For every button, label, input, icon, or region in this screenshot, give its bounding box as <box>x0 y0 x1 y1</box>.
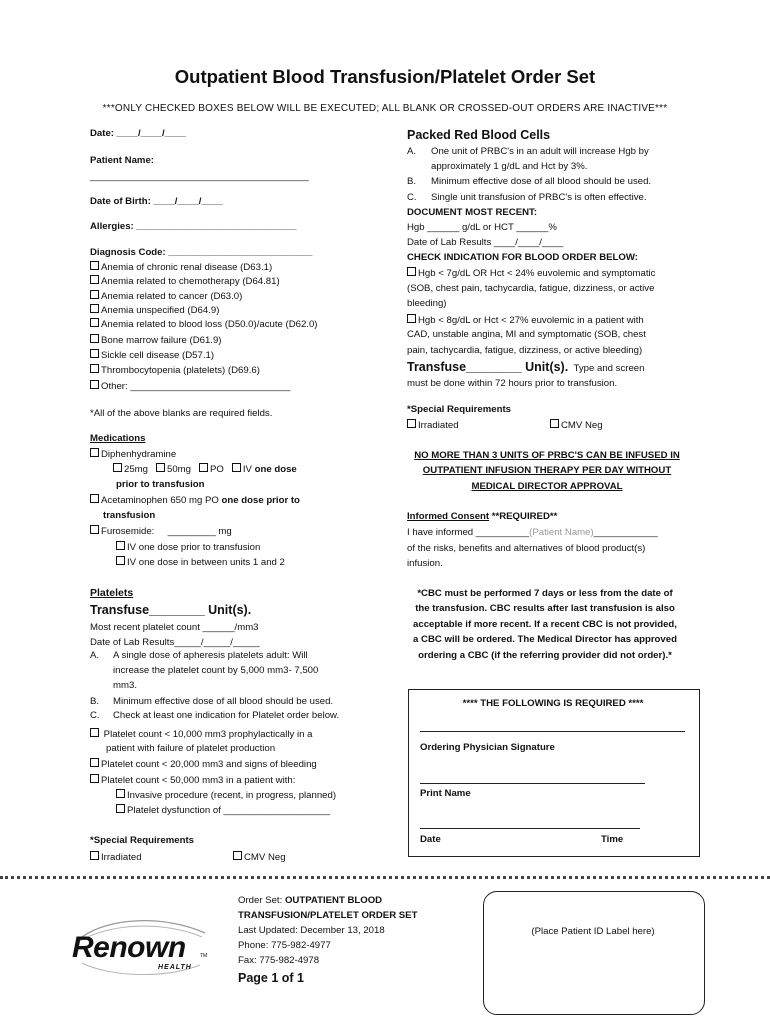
checkbox[interactable] <box>90 380 99 389</box>
prbc-heading: Packed Red Blood Cells <box>407 128 551 142</box>
diag-item[interactable]: Anemia unspecified (D64.9) <box>90 304 219 316</box>
prbc-b-letter: B. <box>407 176 417 187</box>
diag-item[interactable]: Anemia related to blood loss (D50.0)/acute (D62.0) <box>90 318 318 330</box>
order-set-name: TRANSFUSION/PLATELET ORDER SET <box>238 910 418 921</box>
furosemide-iv-between[interactable]: IV one dose in between units 1 and 2 <box>116 556 285 568</box>
checkbox[interactable] <box>113 463 122 472</box>
furosemide-iv-prior[interactable]: IV one dose prior to transfusion <box>116 541 260 553</box>
platelet-indication-2[interactable]: Platelet count < 20,000 mm3 and signs of bleeding <box>90 758 317 770</box>
date-label: Date <box>420 834 441 845</box>
platelet-note-a-2: increase the platelet count by 5,000 mm3- 7,500 <box>113 665 319 676</box>
prbc-warning-2: OUTPATIENT INFUSION THERAPY PER DAY WITHOUT <box>422 465 672 476</box>
platelet-lab-date[interactable]: Date of Lab Results_____/_____/_____ <box>90 637 260 648</box>
checkbox[interactable] <box>550 419 559 428</box>
platelet-transfuse-units[interactable]: Transfuse________ Unit(s). <box>90 603 252 617</box>
cbc-note-3: acceptable if more recent. If a recent CBC is not provided, <box>413 619 677 630</box>
diag-item[interactable]: Thrombocytopenia (platelets) (D69.6) <box>90 364 260 376</box>
platelet-note-a-letter: A. <box>90 650 100 661</box>
checkbox[interactable] <box>90 851 99 860</box>
print-name-line[interactable] <box>420 783 645 784</box>
diag-item[interactable]: Bone marrow failure (D61.9) <box>90 334 222 346</box>
platelet-indication-3b[interactable]: Platelet dysfunction of ____________________ <box>116 804 330 816</box>
acetaminophen-prior: transfusion <box>103 510 156 521</box>
prbc-indication-1b: (SOB, chest pain, tachycardia, fatigue, dizziness, or active <box>407 283 655 294</box>
logo-tm: TM <box>200 953 208 959</box>
checkbox[interactable] <box>407 267 416 276</box>
page-title: Outpatient Blood Transfusion/Platelet Order Set <box>174 66 596 87</box>
furosemide-option[interactable]: Furosemide: _________ mg <box>90 525 232 537</box>
checkbox[interactable] <box>90 774 99 783</box>
check-indication-heading: CHECK INDICATION FOR BLOOD ORDER BELOW: <box>407 252 638 263</box>
checkbox[interactable] <box>90 290 99 299</box>
platelet-indication-1[interactable]: Platelet count < 10,000 mm3 prophylactically in a <box>90 728 312 740</box>
signature-box <box>408 689 700 857</box>
prbc-a-2: approximately 1 g/dL and Hct by 3%. <box>431 161 588 172</box>
platelet-note-c: Check at least one indication for Platelet order below. <box>113 710 340 721</box>
checkbox[interactable] <box>407 419 416 428</box>
platelet-irradiated[interactable]: Irradiated <box>90 851 142 863</box>
diag-item[interactable]: Anemia related to chemotherapy (D64.81) <box>90 275 280 287</box>
prbc-indication-2c: pain, tachycardia, fatigue, dizziness, or active bleeding) <box>407 345 643 356</box>
informed-consent-line[interactable]: I have informed __________(Patient Name)____________ <box>407 527 658 538</box>
checkbox[interactable] <box>90 334 99 343</box>
date-field[interactable]: Date: ____/____/____ <box>90 128 187 139</box>
allergies-field[interactable]: Allergies: ______________________________ <box>90 221 297 232</box>
order-set: Order Set: OUTPATIENT BLOOD <box>238 895 383 906</box>
prbc-transfuse-row[interactable]: Transfuse________ Unit(s). Type and screen <box>407 360 645 374</box>
prbc-special-req: *Special Requirements <box>407 404 511 415</box>
prbc-indication-1[interactable]: Hgb < 7g/dL OR Hct < 24% euvolemic and symptomatic <box>407 267 655 279</box>
checkbox[interactable] <box>199 463 208 472</box>
informed-consent-2: of the risks, benefits and alternatives of blood product(s) <box>407 543 646 554</box>
prbc-within: must be done within 72 hours prior to transfusion. <box>407 378 618 389</box>
checkbox[interactable] <box>116 541 125 550</box>
checkbox[interactable] <box>90 261 99 270</box>
checkbox[interactable] <box>116 789 125 798</box>
platelet-special-req: *Special Requirements <box>90 835 194 846</box>
patient-name-label: Patient Name: <box>90 155 154 166</box>
date-time-line[interactable] <box>420 828 640 829</box>
patient-id-label-text: (Place Patient ID Label here) <box>531 926 655 937</box>
patient-name-line[interactable]: _________________________________________ <box>90 171 309 182</box>
checkbox[interactable] <box>90 448 99 457</box>
prbc-warning-3: MEDICAL DIRECTOR APPROVAL <box>471 481 623 492</box>
prbc-indication-1c: bleeding) <box>407 298 447 309</box>
checkbox[interactable] <box>116 804 125 813</box>
medications-heading: Medications <box>90 433 146 444</box>
checkbox[interactable] <box>407 314 416 323</box>
prbc-indication-2[interactable]: Hgb < 8g/dL or Hct < 27% euvolemic in a patient with <box>407 314 644 326</box>
prbc-warning-1: NO MORE THAN 3 UNITS OF PRBC'S CAN BE INFUSED IN <box>414 450 680 461</box>
diphen-dose-options: 25mg 50mg PO IV one dose <box>113 463 297 475</box>
checkbox[interactable] <box>90 494 99 503</box>
platelet-indication-3[interactable]: Platelet count < 50,000 mm3 in a patient with: <box>90 774 295 786</box>
logo-health: HEALTH <box>158 964 192 971</box>
required-heading: **** THE FOLLOWING IS REQUIRED **** <box>462 698 644 709</box>
fax: Fax: 775-982-4978 <box>238 955 320 966</box>
signature-line[interactable] <box>420 731 685 732</box>
platelet-note-a-3: mm3. <box>113 680 137 691</box>
page-subtitle: ***ONLY CHECKED BOXES BELOW WILL BE EXECUTED; ALL BLANK OR CROSSED-OUT ORDERS ARE INACTIVE*** <box>102 103 668 114</box>
checkbox[interactable] <box>233 851 242 860</box>
platelet-note-c-letter: C. <box>90 710 100 721</box>
platelet-note-b-letter: B. <box>90 696 100 707</box>
diphenhydramine-option[interactable]: Diphenhydramine <box>90 448 176 460</box>
signature-label: Ordering Physician Signature <box>420 742 555 753</box>
prbc-lab-date[interactable]: Date of Lab Results ____/____/____ <box>407 237 564 248</box>
prbc-a: One unit of PRBC's in an adult will increase Hgb by <box>431 146 649 157</box>
checkbox[interactable] <box>156 463 165 472</box>
informed-consent-heading: Informed Consent **REQUIRED** <box>407 511 558 522</box>
diag-item[interactable]: Anemia related to cancer (D63.0) <box>90 290 242 302</box>
prbc-irradiated[interactable]: Irradiated <box>407 419 459 431</box>
logo-wordmark: Renown <box>72 931 186 964</box>
cbc-note-1: *CBC must be performed 7 days or less from the date of <box>417 588 673 599</box>
dob-field[interactable]: Date of Birth: ____/____/____ <box>90 196 223 207</box>
platelet-indication-1b: patient with failure of platelet production <box>106 743 276 754</box>
cbc-note-4: a CBC will be ordered. The Medical Director has approved <box>413 634 677 645</box>
checkbox[interactable] <box>90 349 99 358</box>
diag-item[interactable]: Other: ______________________________ <box>90 380 290 392</box>
platelet-indication-3a[interactable]: Invasive procedure (recent, in progress, planned) <box>116 789 336 801</box>
required-note: *All of the above blanks are required fields. <box>90 408 273 419</box>
prbc-b: Minimum effective dose of all blood should be used. <box>431 176 652 187</box>
checkbox[interactable] <box>90 758 99 767</box>
checkbox[interactable] <box>90 364 99 373</box>
platelet-cmv-neg[interactable]: CMV Neg <box>233 851 286 863</box>
footer-divider <box>0 876 770 879</box>
patient-id-label-box[interactable] <box>483 891 705 1015</box>
prbc-cmv-neg[interactable]: CMV Neg <box>550 419 603 431</box>
prbc-a-letter: A. <box>407 146 417 157</box>
page-number: Page 1 of 1 <box>238 971 304 985</box>
cbc-note-2: the transfusion. CBC results after last transfusion is also <box>415 603 675 614</box>
checkbox[interactable] <box>90 275 99 284</box>
diphen-prior: prior to transfusion <box>116 479 205 490</box>
phone: Phone: 775-982-4977 <box>238 940 331 951</box>
diagnosis-field[interactable]: Diagnosis Code: ___________________________ <box>90 247 313 258</box>
checkbox[interactable] <box>90 525 99 534</box>
platelet-note-b: Minimum effective dose of all blood should be used. <box>113 696 334 707</box>
hgb-hct-field[interactable]: Hgb ______ g/dL or HCT ______% <box>407 222 557 233</box>
cbc-note-5: ordering a CBC (if the referring provider did not order).* <box>418 650 672 661</box>
print-name-label: Print Name <box>420 788 471 799</box>
checkbox[interactable] <box>232 463 241 472</box>
diag-item[interactable]: Anemia of chronic renal disease (D63.1) <box>90 261 272 273</box>
checkbox[interactable] <box>90 318 99 327</box>
prbc-c-letter: C. <box>407 192 417 203</box>
time-label: Time <box>601 834 624 845</box>
recent-platelet-count[interactable]: Most recent platelet count ______/mm3 <box>90 622 259 633</box>
document-recent: DOCUMENT MOST RECENT: <box>407 207 538 218</box>
prbc-indication-2b: CAD, unstable angina, MI and symptomatic (SOB, chest <box>407 329 646 340</box>
informed-consent-3: infusion. <box>407 558 443 569</box>
checkbox[interactable] <box>90 304 99 313</box>
checkbox[interactable] <box>116 556 125 565</box>
renown-logo <box>70 915 220 985</box>
platelet-note-a: A single dose of apheresis platelets adult: Will <box>113 650 308 661</box>
acetaminophen-option[interactable]: Acetaminophen 650 mg PO one dose prior to <box>90 494 300 506</box>
prbc-c: Single unit transfusion of PRBC's is often effective. <box>431 192 647 203</box>
last-updated: Last Updated: December 13, 2018 <box>238 925 385 936</box>
checkbox[interactable] <box>90 728 99 737</box>
diag-item[interactable]: Sickle cell disease (D57.1) <box>90 349 214 361</box>
platelets-heading: Platelets <box>90 587 134 599</box>
